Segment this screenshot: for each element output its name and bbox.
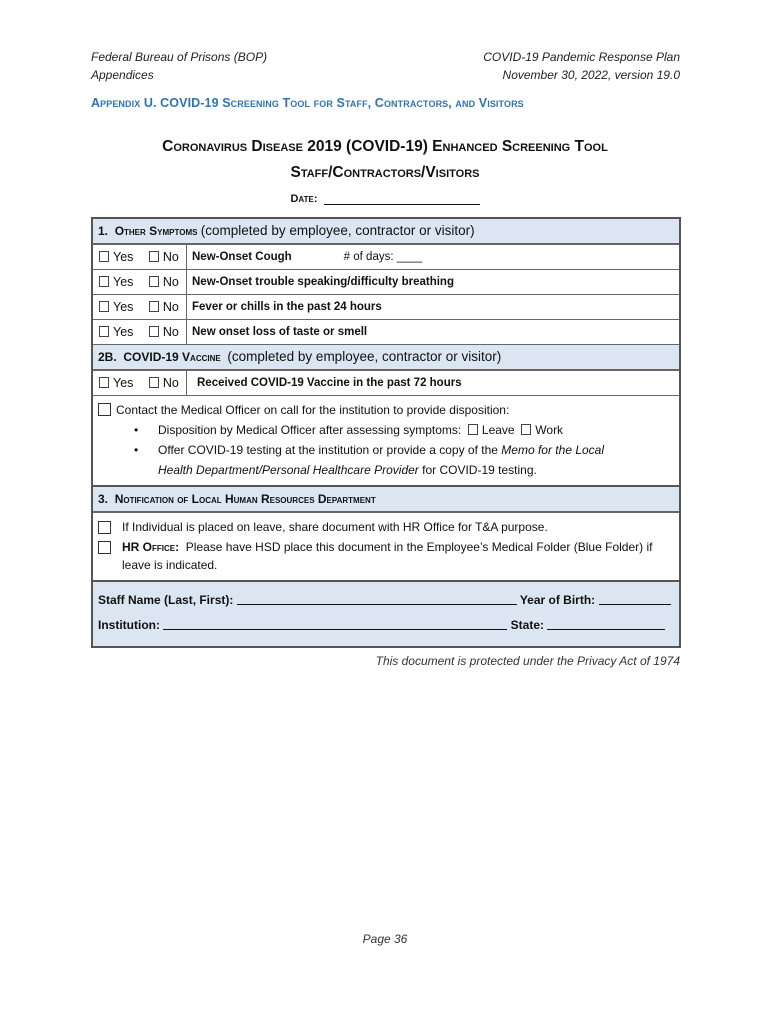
vaccine-question: Received COVID-19 Vaccine in the past 72 hours: [197, 377, 462, 389]
disposition-main: [98, 400, 674, 420]
state-label: State:: [510, 618, 545, 632]
no-checkbox[interactable]: [149, 377, 159, 388]
symptom-question: [187, 245, 679, 269]
staff-name-field[interactable]: [237, 591, 517, 605]
section1-note: (completed by employee, contractor or visitor): [200, 223, 475, 238]
yes-label: Yes: [113, 250, 134, 264]
institution-label: Institution:: [98, 618, 160, 632]
section3-header: [93, 487, 679, 513]
notification-block: [93, 513, 679, 580]
hr-office-label: HR Office:: [122, 540, 180, 554]
hr-item2-text: Please have HSD place this document in the Employee’s Medical Folder (Blue Folder) if leave is indicated.: [122, 540, 653, 572]
staff-line-2: [98, 613, 674, 638]
yes-label: Yes: [113, 275, 134, 289]
header-agency: Federal Bureau of Prisons (BOP): [91, 50, 268, 64]
no-label: No: [162, 300, 179, 314]
hr-item2-content: [122, 538, 674, 574]
staff-info-block: [93, 580, 679, 646]
birth-year-label: Year of Birth:: [519, 593, 596, 607]
header-plan-title: COVID-19 Pandemic Response Plan: [483, 50, 680, 64]
disposition-list: [98, 420, 674, 480]
yes-checkbox[interactable]: [99, 251, 109, 262]
symptom-question: [187, 295, 679, 319]
yes-no-cell: [93, 371, 187, 395]
yes-no-cell: [93, 320, 187, 344]
section2-number: 2B.: [98, 350, 117, 364]
header-version: November 30, 2022, version 19.0: [502, 68, 680, 82]
section1-heading: Other Symptoms: [114, 224, 198, 238]
staff-name-label: Staff Name (Last, First):: [98, 593, 234, 607]
yes-no-cell: [93, 270, 187, 294]
form-title-line1: Coronavirus Disease 2019 (COVID-19) Enhanced Screening Tool: [162, 138, 608, 155]
yes-checkbox[interactable]: [99, 301, 109, 312]
hr-item2-checkbox[interactable]: [98, 541, 111, 554]
no-checkbox[interactable]: [149, 251, 159, 262]
memo-title-part2: Health Department/Personal Healthcare Provider: [158, 463, 419, 477]
symptom-row-breathing: [93, 270, 679, 295]
no-label: No: [162, 250, 179, 264]
bullet2-end: for COVID-19 testing.: [418, 463, 537, 477]
question-text: New-Onset Cough: [192, 251, 292, 263]
disposition-bullet-1: [158, 420, 674, 440]
disposition-bullet1-text: Disposition by Medical Officer after assessing symptoms:: [158, 423, 462, 437]
days-field[interactable]: # of days: ____: [343, 251, 423, 263]
appendix-title: Appendix U. COVID-19 Screening Tool for Staff, Contractors, and Visitors: [91, 96, 524, 110]
page-number: Page 36: [362, 932, 408, 946]
no-label: No: [162, 376, 179, 390]
date-field: [0, 192, 770, 205]
yes-label: Yes: [113, 325, 134, 339]
header-section: Appendices: [91, 68, 154, 82]
header-right: [483, 48, 680, 84]
symptom-question: [187, 270, 679, 294]
disposition-bullet-2: [158, 440, 674, 480]
section2-note: (completed by employee, contractor or visitor): [227, 349, 502, 364]
question-text: New onset loss of taste or smell: [192, 326, 368, 338]
leave-label: Leave: [481, 423, 515, 437]
form-title: [0, 134, 770, 186]
yes-no-cell: [93, 245, 187, 269]
no-checkbox[interactable]: [149, 276, 159, 287]
no-checkbox[interactable]: [149, 301, 159, 312]
no-label: No: [162, 275, 179, 289]
disposition-checkbox[interactable]: [98, 403, 111, 416]
no-label: No: [162, 325, 179, 339]
disposition-text: Contact the Medical Officer on call for the institution to provide disposition:: [116, 403, 510, 417]
work-label: Work: [535, 423, 564, 437]
header-left: [91, 48, 267, 84]
yes-checkbox[interactable]: [99, 276, 109, 287]
yes-no-cell: [93, 295, 187, 319]
work-checkbox[interactable]: [521, 424, 531, 435]
symptom-question: [187, 320, 679, 344]
leave-checkbox[interactable]: [468, 424, 478, 435]
institution-field[interactable]: [163, 616, 507, 630]
birth-year-field[interactable]: [599, 591, 671, 605]
date-label: Date:: [290, 193, 318, 205]
memo-title-part1: Memo for the Local: [501, 443, 605, 457]
yes-checkbox[interactable]: [99, 326, 109, 337]
symptom-row-taste: [93, 320, 679, 345]
symptom-row-cough: [93, 245, 679, 270]
section1-header: [93, 219, 679, 245]
hr-item1-checkbox[interactable]: [98, 521, 111, 534]
section3-heading: Notification of Local Human Resources Department: [114, 492, 376, 506]
state-field[interactable]: [547, 616, 665, 630]
yes-label: Yes: [113, 300, 134, 314]
date-input-line[interactable]: [324, 192, 480, 205]
section2-heading: COVID-19 Vaccine: [123, 350, 221, 364]
hr-item-2: [98, 538, 674, 574]
question-text: New-Onset trouble speaking/difficulty breathing: [192, 276, 454, 288]
section2-header: [93, 345, 679, 371]
symptom-row-fever: [93, 295, 679, 320]
no-checkbox[interactable]: [149, 326, 159, 337]
bullet2-text: Offer COVID-19 testing at the institution or provide a copy of the: [158, 443, 502, 457]
question-text: Fever or chills in the past 24 hours: [192, 301, 382, 313]
hr-item-1: [98, 518, 674, 536]
vaccine-row: [93, 371, 679, 395]
disposition-block: [93, 395, 679, 487]
screening-form: [91, 217, 681, 648]
section3-number: 3.: [98, 492, 109, 506]
form-title-line2: Staff/Contractors/Visitors: [290, 164, 480, 181]
yes-label: Yes: [113, 376, 134, 390]
staff-line-1: [98, 588, 674, 613]
section1-number: 1.: [98, 224, 109, 238]
yes-checkbox[interactable]: [99, 377, 109, 388]
hr-item1-text: If Individual is placed on leave, share document with HR Office for T&A purpose.: [122, 520, 548, 534]
privacy-note: This document is protected under the Privacy Act of 1974: [375, 654, 680, 668]
